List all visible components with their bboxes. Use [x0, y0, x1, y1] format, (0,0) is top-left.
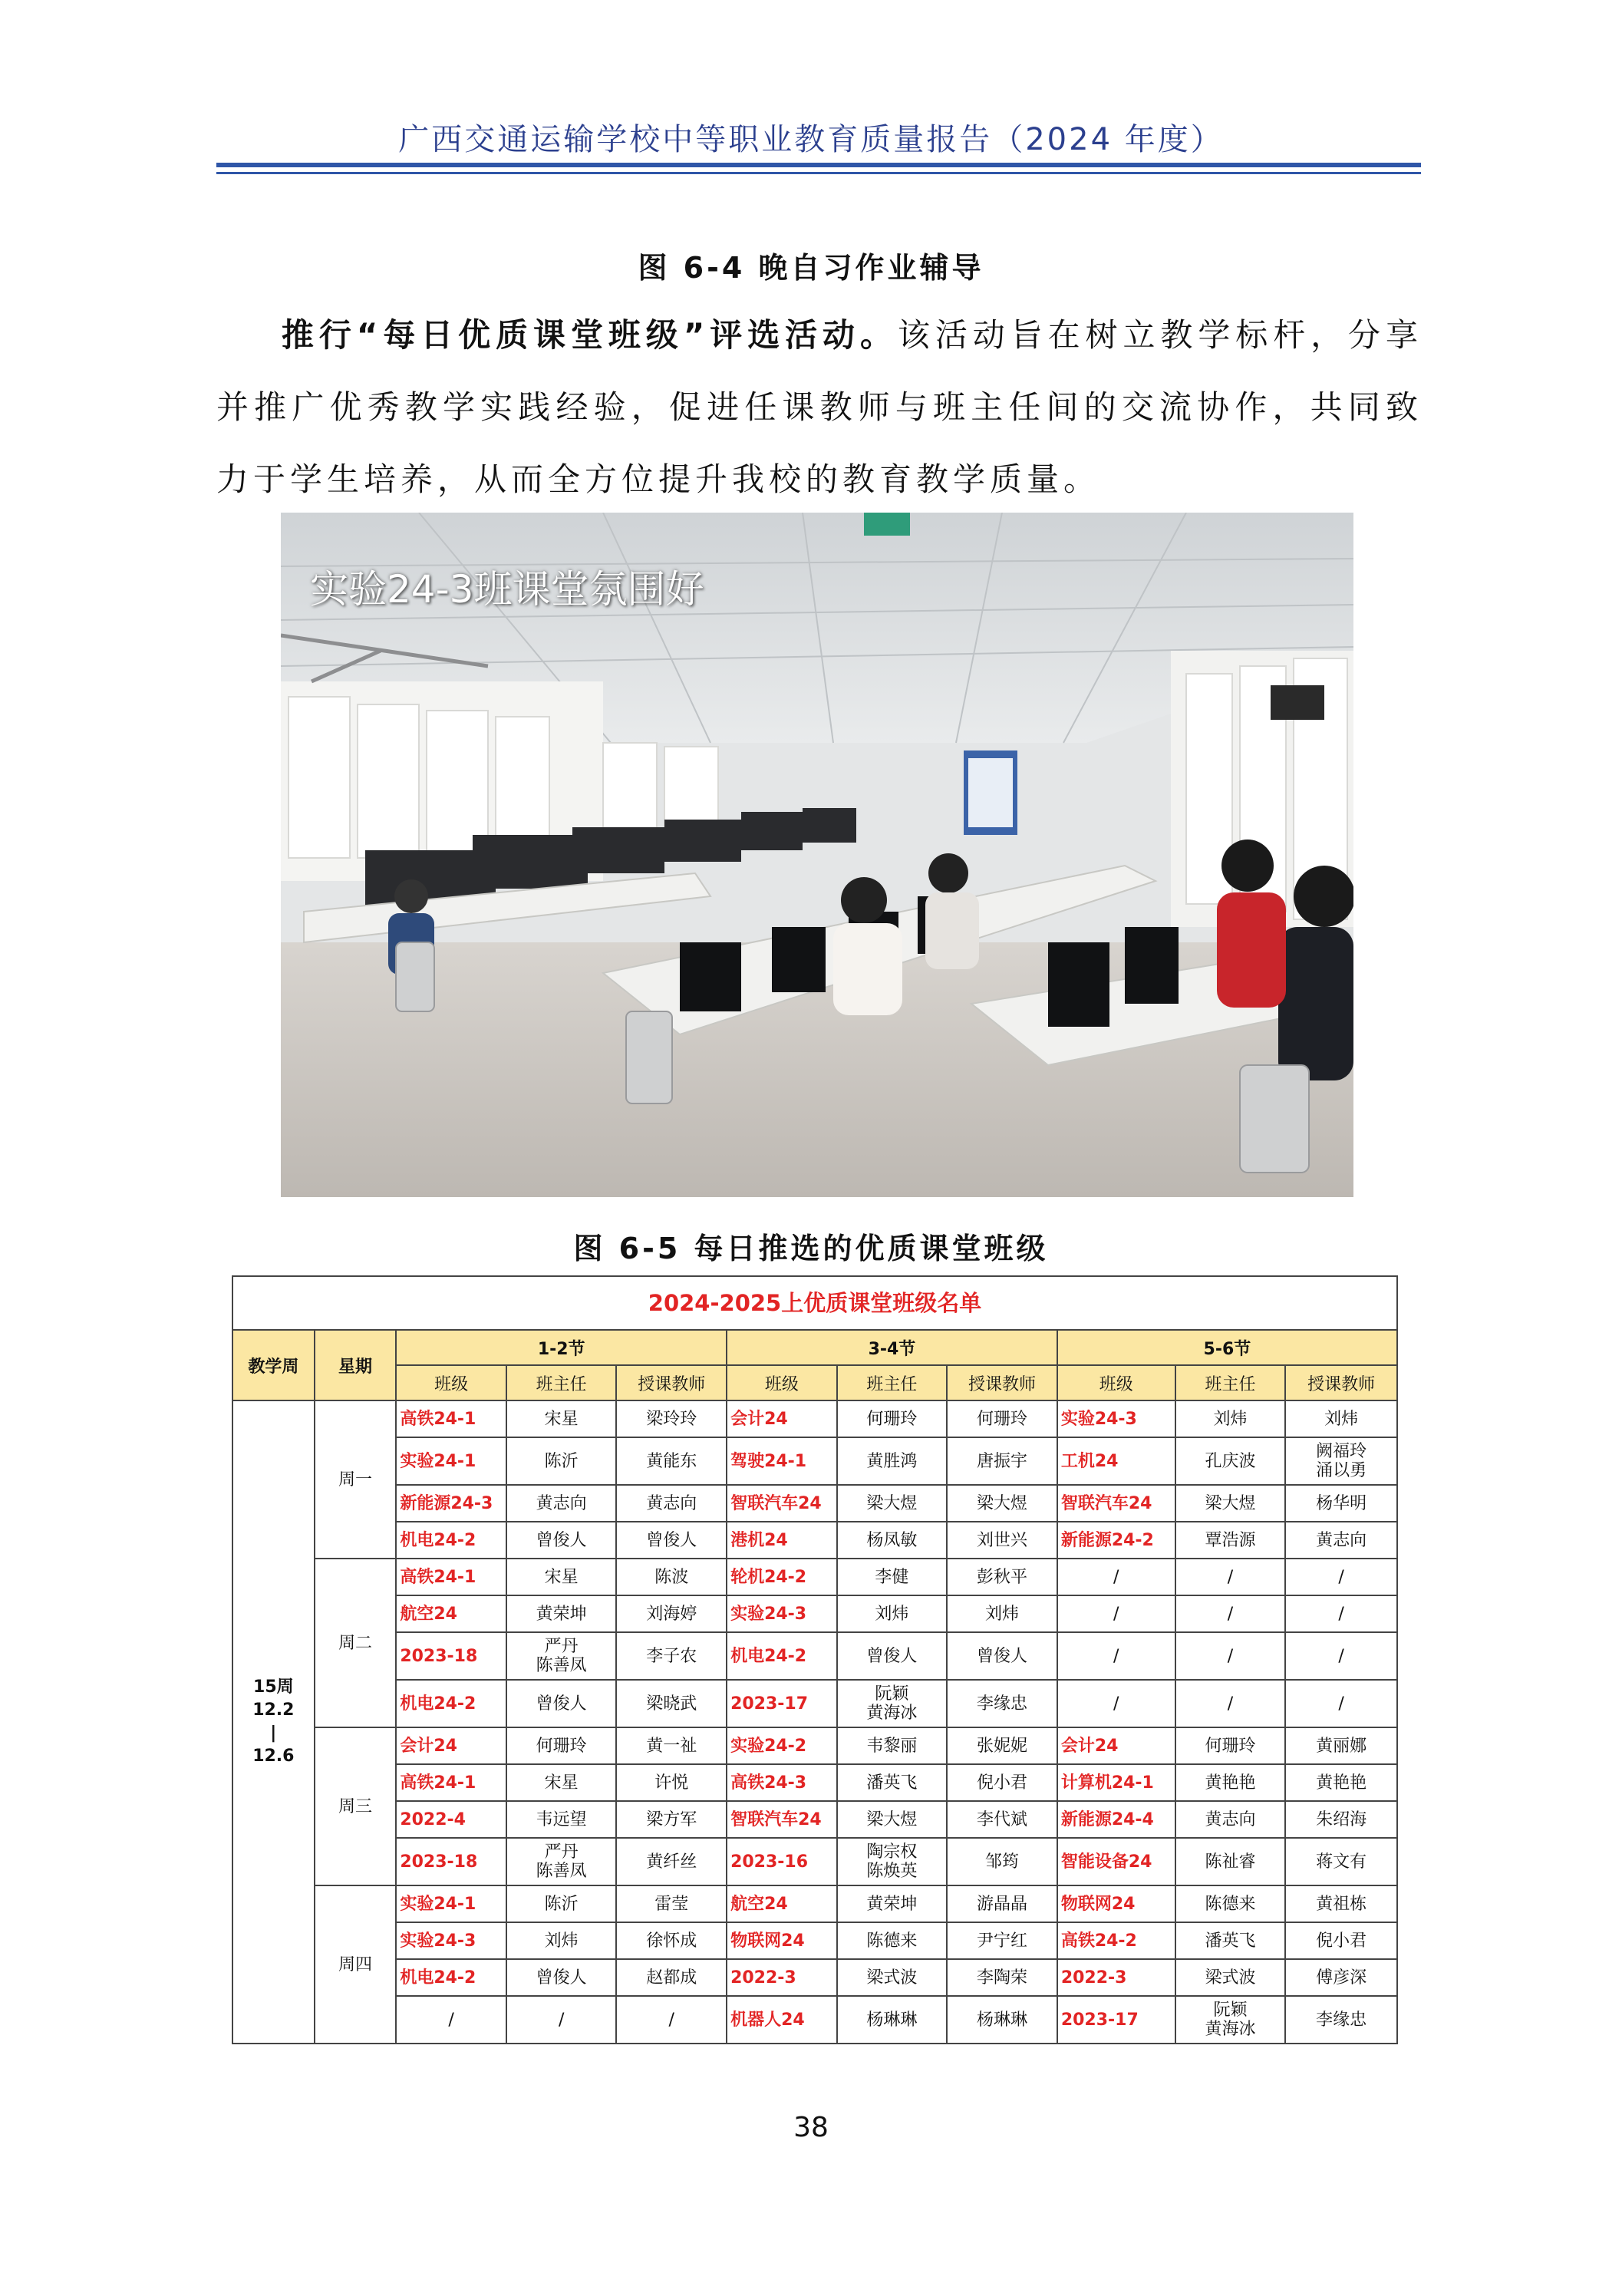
teacher-cell: 赵都成	[616, 1959, 727, 1996]
head-teacher-cell: 黄胜鸿	[837, 1437, 948, 1485]
head-teacher-cell: 梁大煜	[837, 1485, 948, 1522]
figure-6-5-caption: 图 6-5 每日推选的优质课堂班级	[573, 1232, 1049, 1265]
teacher-cell: 黄一祉	[616, 1727, 727, 1764]
class-cell: 会计24	[396, 1727, 506, 1764]
teacher-cell: 黄志向	[1285, 1522, 1397, 1559]
class-cell: 高铁24-2	[1057, 1922, 1175, 1959]
head-teacher-cell: 何珊玲	[837, 1400, 948, 1437]
teacher-cell: 陈波	[616, 1559, 727, 1595]
teacher-cell: 黄纤丝	[616, 1838, 727, 1885]
teacher-cell: 黄艳艳	[1285, 1764, 1397, 1801]
classroom-photo	[281, 513, 1353, 1197]
teacher-cell: 刘炜	[947, 1595, 1057, 1632]
head-teacher-cell: 宋星	[506, 1400, 617, 1437]
header-day: 星期	[315, 1330, 397, 1400]
teacher-cell: 李陶荣	[947, 1959, 1057, 1996]
head-teacher-cell: 陈沂	[506, 1885, 617, 1922]
teacher-cell: 阙福玲 涌以勇	[1285, 1437, 1397, 1485]
head-teacher-cell: 梁式波	[1175, 1959, 1286, 1996]
teacher-cell: 傅彦深	[1285, 1959, 1397, 1996]
head-teacher-cell: 何珊玲	[1175, 1727, 1286, 1764]
head-teacher-cell: 何珊玲	[506, 1727, 617, 1764]
teacher-cell: 彭秋平	[947, 1559, 1057, 1595]
head-teacher-cell: 刘炜	[837, 1595, 948, 1632]
teacher-cell: 梁玲玲	[616, 1400, 727, 1437]
head-teacher-cell: 曾俊人	[506, 1959, 617, 1996]
head-teacher-cell: 梁式波	[837, 1959, 948, 1996]
class-cell: 实验24-3	[396, 1922, 506, 1959]
class-cell: 实验24-3	[1057, 1400, 1175, 1437]
class-cell: 新能源24-4	[1057, 1801, 1175, 1838]
teacher-cell: 曾俊人	[947, 1632, 1057, 1680]
class-cell: 2022-4	[396, 1801, 506, 1838]
head-teacher-cell: 潘英飞	[1175, 1922, 1286, 1959]
head-teacher-cell: 黄志向	[506, 1485, 617, 1522]
week-cell: 15周 12.2 | 12.6	[232, 1400, 315, 2044]
table-row	[232, 1885, 1397, 1922]
head-teacher-cell: 阮颖 黄海冰	[837, 1680, 948, 1727]
class-cell: 2023-17	[727, 1680, 837, 1727]
teacher-cell: 游晶晶	[947, 1885, 1057, 1922]
table-row	[232, 1400, 1397, 1437]
table-row	[232, 1838, 1397, 1885]
header-rule-thick	[216, 163, 1421, 167]
table-row	[232, 1996, 1397, 2044]
head-teacher-cell: 宋星	[506, 1559, 617, 1595]
head-teacher-cell: 杨凤敏	[837, 1522, 948, 1559]
class-cell: 会计24	[727, 1400, 837, 1437]
class-cell: 港机24	[727, 1522, 837, 1559]
day-cell: 周二	[315, 1559, 397, 1727]
header-class: 班级	[1057, 1365, 1175, 1400]
class-cell: 物联网24	[1057, 1885, 1175, 1922]
class-cell: 实验24-1	[396, 1437, 506, 1485]
class-cell: 机电24-2	[396, 1959, 506, 1996]
class-cell: /	[1057, 1632, 1175, 1680]
head-teacher-cell: 黄荣坤	[837, 1885, 948, 1922]
class-cell: 高铁24-3	[727, 1764, 837, 1801]
paragraph-lead: 推行“每日优质课堂班级”评选活动。	[281, 316, 898, 354]
teacher-cell: 唐振宇	[947, 1437, 1057, 1485]
teacher-cell: 曾俊人	[616, 1522, 727, 1559]
head-teacher-cell: 黄荣坤	[506, 1595, 617, 1632]
head-teacher-cell: 韦黎丽	[837, 1727, 948, 1764]
teacher-cell: 李代斌	[947, 1801, 1057, 1838]
class-cell: 智联汽车24	[727, 1801, 837, 1838]
head-teacher-cell: /	[1175, 1595, 1286, 1632]
teacher-cell: 黄丽娜	[1285, 1727, 1397, 1764]
header-head-teacher: 班主任	[506, 1365, 617, 1400]
head-teacher-cell: 覃浩源	[1175, 1522, 1286, 1559]
body-paragraph	[216, 299, 1423, 516]
class-cell: 计算机24-1	[1057, 1764, 1175, 1801]
teacher-cell: /	[1285, 1595, 1397, 1632]
class-cell: 智联汽车24	[1057, 1485, 1175, 1522]
teacher-cell: 刘世兴	[947, 1522, 1057, 1559]
head-teacher-cell: 陶宗权 陈焕英	[837, 1838, 948, 1885]
table-row	[232, 1727, 1397, 1764]
class-cell: 2023-18	[396, 1632, 506, 1680]
page-number: 38	[793, 2112, 829, 2143]
header-head-teacher: 班主任	[1175, 1365, 1286, 1400]
table-row	[232, 1922, 1397, 1959]
head-teacher-cell: 韦远望	[506, 1801, 617, 1838]
table-row	[232, 1801, 1397, 1838]
head-teacher-cell: 曾俊人	[506, 1522, 617, 1559]
head-teacher-cell: 刘炜	[506, 1922, 617, 1959]
day-cell: 周一	[315, 1400, 397, 1559]
teacher-cell: 倪小君	[947, 1764, 1057, 1801]
class-cell: /	[1057, 1595, 1175, 1632]
head-teacher-cell: 阮颖 黄海冰	[1175, 1996, 1286, 2044]
teacher-cell: 梁方军	[616, 1801, 727, 1838]
table-row	[232, 1959, 1397, 1996]
class-cell: 实验24-3	[727, 1595, 837, 1632]
class-cell: 高铁24-1	[396, 1764, 506, 1801]
class-cell: 轮机24-2	[727, 1559, 837, 1595]
class-cell: 高铁24-1	[396, 1400, 506, 1437]
teacher-cell: /	[1285, 1559, 1397, 1595]
teacher-cell: 李子农	[616, 1632, 727, 1680]
teacher-cell: 杨华明	[1285, 1485, 1397, 1522]
header-rule-thin	[216, 172, 1421, 174]
paragraph-body: 该活动旨在树立教学标杆，分享并推广优秀教学实践经验，促进任课教师与班主任间的交流协作，共同致力于学生培养，从而全方位提升我校的教育教学质量。	[216, 316, 1423, 498]
header-period: 3-4节	[727, 1330, 1057, 1365]
head-teacher-cell: 严丹 陈善凤	[506, 1838, 617, 1885]
class-cell: 智联汽车24	[727, 1485, 837, 1522]
teacher-cell: 刘炜	[1285, 1400, 1397, 1437]
head-teacher-cell: 梁大煜	[837, 1801, 948, 1838]
teacher-cell: 李缘忠	[1285, 1996, 1397, 2044]
running-header: 广西交通运输学校中等职业教育质量报告（2024 年度）	[398, 122, 1224, 157]
header-class: 班级	[727, 1365, 837, 1400]
header-week: 教学周	[232, 1330, 315, 1400]
head-teacher-cell: 曾俊人	[506, 1680, 617, 1727]
head-teacher-cell: 严丹 陈善凤	[506, 1632, 617, 1680]
head-teacher-cell: 陈德来	[837, 1922, 948, 1959]
class-cell: 实验24-2	[727, 1727, 837, 1764]
teacher-cell: 李缘忠	[947, 1680, 1057, 1727]
head-teacher-cell: /	[1175, 1559, 1286, 1595]
header-head-teacher: 班主任	[837, 1365, 948, 1400]
head-teacher-cell: 黄志向	[1175, 1801, 1286, 1838]
teacher-cell: 何珊玲	[947, 1400, 1057, 1437]
photo-overlay-text: 实验24-3班课堂氛围好	[310, 567, 704, 612]
class-cell: 高铁24-1	[396, 1559, 506, 1595]
teacher-cell: /	[1285, 1632, 1397, 1680]
table-row	[232, 1680, 1397, 1727]
head-teacher-cell: 杨琳琳	[837, 1996, 948, 2044]
day-cell: 周三	[315, 1727, 397, 1885]
teacher-cell: /	[616, 1996, 727, 2044]
head-teacher-cell: 孔庆波	[1175, 1437, 1286, 1485]
head-teacher-cell: 李健	[837, 1559, 948, 1595]
class-cell: 机电24-2	[396, 1680, 506, 1727]
teacher-cell: 黄能东	[616, 1437, 727, 1485]
teacher-cell: 雷莹	[616, 1885, 727, 1922]
teacher-cell: 尹宁红	[947, 1922, 1057, 1959]
class-cell: 智能设备24	[1057, 1838, 1175, 1885]
teacher-cell: 黄志向	[616, 1485, 727, 1522]
figure-6-4-caption: 图 6-4 晚自习作业辅导	[638, 251, 984, 285]
class-cell: 驾驶24-1	[727, 1437, 837, 1485]
class-cell: 2022-3	[727, 1959, 837, 1996]
table-row	[232, 1595, 1397, 1632]
header-period: 5-6节	[1057, 1330, 1397, 1365]
head-teacher-cell: 黄艳艳	[1175, 1764, 1286, 1801]
teacher-cell: 梁晓武	[616, 1680, 727, 1727]
teacher-cell: 邹筠	[947, 1838, 1057, 1885]
teacher-cell: 黄祖栋	[1285, 1885, 1397, 1922]
class-cell: 2023-17	[1057, 1996, 1175, 2044]
table-title: 2024-2025上优质课堂班级名单	[232, 1275, 1398, 1329]
teacher-cell: 倪小君	[1285, 1922, 1397, 1959]
head-teacher-cell: 陈沂	[506, 1437, 617, 1485]
teacher-cell: 张妮妮	[947, 1727, 1057, 1764]
class-cell: 机器人24	[727, 1996, 837, 2044]
header-period: 1-2节	[396, 1330, 727, 1365]
teacher-cell: 梁大煜	[947, 1485, 1057, 1522]
class-cell: 实验24-1	[396, 1885, 506, 1922]
header-teacher: 授课教师	[1285, 1365, 1397, 1400]
head-teacher-cell: 刘炜	[1175, 1400, 1286, 1437]
teacher-cell: 刘海婷	[616, 1595, 727, 1632]
class-cell: 机电24-2	[396, 1522, 506, 1559]
head-teacher-cell: 曾俊人	[837, 1632, 948, 1680]
class-cell: 航空24	[396, 1595, 506, 1632]
class-cell: 新能源24-3	[396, 1485, 506, 1522]
class-cell: 新能源24-2	[1057, 1522, 1175, 1559]
head-teacher-cell: /	[1175, 1632, 1286, 1680]
quality-class-table-wrapper	[232, 1275, 1398, 2044]
class-cell: /	[396, 1996, 506, 2044]
class-cell: 2023-16	[727, 1838, 837, 1885]
class-cell: 2023-18	[396, 1838, 506, 1885]
class-cell: 2022-3	[1057, 1959, 1175, 1996]
teacher-cell: 朱绍海	[1285, 1801, 1397, 1838]
header-teacher: 授课教师	[947, 1365, 1057, 1400]
head-teacher-cell: 陈祉睿	[1175, 1838, 1286, 1885]
head-teacher-cell: 潘英飞	[837, 1764, 948, 1801]
teacher-cell: /	[1285, 1680, 1397, 1727]
table-row	[232, 1437, 1397, 1485]
head-teacher-cell: 宋星	[506, 1764, 617, 1801]
teacher-cell: 许悦	[616, 1764, 727, 1801]
head-teacher-cell: /	[1175, 1680, 1286, 1727]
teacher-cell: 徐怀成	[616, 1922, 727, 1959]
class-cell: 工机24	[1057, 1437, 1175, 1485]
class-cell: /	[1057, 1680, 1175, 1727]
class-cell: 机电24-2	[727, 1632, 837, 1680]
table-row	[232, 1632, 1397, 1680]
header-class: 班级	[396, 1365, 506, 1400]
quality-class-table	[232, 1329, 1398, 2044]
head-teacher-cell: 陈德来	[1175, 1885, 1286, 1922]
teacher-cell: 杨琳琳	[947, 1996, 1057, 2044]
day-cell: 周四	[315, 1885, 397, 2044]
class-cell: 会计24	[1057, 1727, 1175, 1764]
class-cell: 物联网24	[727, 1922, 837, 1959]
head-teacher-cell: 梁大煜	[1175, 1485, 1286, 1522]
table-row	[232, 1559, 1397, 1595]
table-row	[232, 1764, 1397, 1801]
table-row	[232, 1485, 1397, 1522]
header-teacher: 授课教师	[616, 1365, 727, 1400]
head-teacher-cell: /	[506, 1996, 617, 2044]
table-row	[232, 1522, 1397, 1559]
class-cell: 航空24	[727, 1885, 837, 1922]
teacher-cell: 蒋文有	[1285, 1838, 1397, 1885]
class-cell: /	[1057, 1559, 1175, 1595]
